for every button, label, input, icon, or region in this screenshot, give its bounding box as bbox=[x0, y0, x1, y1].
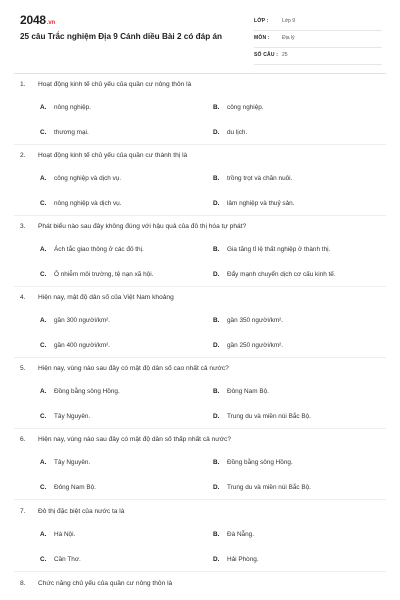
question-divider bbox=[14, 215, 386, 216]
meta-row-grade bbox=[254, 14, 382, 31]
option-text: lâm nghiệp và thuỷ sản. bbox=[227, 200, 295, 207]
option-d[interactable] bbox=[213, 129, 247, 136]
option-text: Trung du và miền núi Bắc Bộ. bbox=[227, 484, 311, 491]
option-text: Đẩy mạnh chuyển dịch cơ cấu kinh tế. bbox=[227, 271, 336, 278]
option-c[interactable] bbox=[40, 271, 153, 278]
option-b[interactable] bbox=[213, 175, 292, 182]
option-a[interactable] bbox=[40, 175, 121, 182]
option-letter: D. bbox=[213, 342, 220, 349]
option-a[interactable] bbox=[40, 104, 91, 111]
option-letter: D. bbox=[213, 484, 220, 491]
option-letter: C. bbox=[40, 484, 47, 491]
option-letter: C. bbox=[40, 129, 47, 136]
option-a[interactable] bbox=[40, 531, 75, 538]
question-stem bbox=[20, 81, 191, 88]
question-text: Đô thị đặc biệt của nước ta là bbox=[38, 508, 125, 515]
option-text: Đồng bằng sông Hồng. bbox=[227, 459, 293, 466]
option-text: nông nghiệp và dịch vụ. bbox=[54, 200, 122, 207]
option-b[interactable] bbox=[213, 459, 293, 466]
option-d[interactable] bbox=[213, 271, 336, 278]
question-stem bbox=[20, 365, 229, 372]
question-text: Phát biểu nào sau đây không đúng với hậu quả của đô thị hóa tự phát? bbox=[38, 223, 247, 230]
option-letter: D. bbox=[213, 413, 220, 420]
option-letter: B. bbox=[213, 388, 220, 395]
meta-value: Lớp 9 bbox=[282, 18, 296, 24]
question-stem bbox=[20, 152, 187, 159]
option-letter: A. bbox=[40, 388, 47, 395]
option-letter: C. bbox=[40, 271, 47, 278]
option-text: Gia tăng tỉ lệ thất nghiệp ở thành thị. bbox=[227, 246, 331, 253]
option-letter: A. bbox=[40, 531, 47, 538]
option-text: Ô nhiễm môi trường, tệ nạn xã hội. bbox=[54, 271, 154, 278]
option-text: gần 250 người/km². bbox=[227, 342, 284, 349]
option-letter: A. bbox=[40, 317, 47, 324]
option-letter: C. bbox=[40, 556, 47, 563]
option-text: công nghiệp. bbox=[227, 104, 264, 111]
option-text: Cần Thơ. bbox=[54, 556, 81, 563]
question-divider bbox=[14, 571, 386, 572]
option-d[interactable] bbox=[213, 342, 283, 349]
question-stem bbox=[20, 580, 172, 587]
question-number: 1. bbox=[20, 81, 26, 88]
option-letter: D. bbox=[213, 271, 220, 278]
logo-suffix: .vn bbox=[46, 20, 55, 26]
meta-row-count bbox=[254, 48, 382, 65]
question-number: 8. bbox=[20, 580, 26, 587]
quiz-meta bbox=[254, 14, 382, 65]
option-letter: C. bbox=[40, 342, 47, 349]
option-text: Đà Nẵng. bbox=[227, 531, 254, 538]
option-text: Đông Nam Bộ. bbox=[227, 388, 269, 395]
option-c[interactable] bbox=[40, 342, 110, 349]
option-text: Đồng bằng sông Hồng. bbox=[54, 388, 120, 395]
meta-key: SỐ CÂU : bbox=[254, 52, 279, 58]
option-d[interactable] bbox=[213, 413, 311, 420]
question-text: Chức năng chủ yếu của quần cư nông thôn là bbox=[38, 580, 173, 587]
meta-row-subject bbox=[254, 31, 382, 48]
option-b[interactable] bbox=[213, 388, 269, 395]
question-divider bbox=[14, 144, 386, 145]
option-c[interactable] bbox=[40, 556, 81, 563]
option-b[interactable] bbox=[213, 531, 254, 538]
option-letter: A. bbox=[40, 175, 47, 182]
question-divider bbox=[14, 286, 386, 287]
option-text: gần 350 người/km². bbox=[227, 317, 284, 324]
option-text: thương mại. bbox=[54, 129, 89, 136]
option-text: gần 400 người/km². bbox=[54, 342, 111, 349]
question-text: Hiện nay, vùng nào sau đây có mật độ dân số cao nhất cả nước? bbox=[38, 365, 229, 372]
question-stem bbox=[20, 436, 231, 443]
question-stem bbox=[20, 294, 174, 301]
question-number: 6. bbox=[20, 436, 26, 443]
option-letter: D. bbox=[213, 200, 220, 207]
option-text: nông nghiệp. bbox=[54, 104, 91, 111]
option-text: công nghiệp và dịch vụ. bbox=[54, 175, 122, 182]
question-divider bbox=[14, 357, 386, 358]
option-a[interactable] bbox=[40, 246, 144, 253]
option-text: Tây Nguyên. bbox=[54, 459, 91, 466]
meta-key: MÔN : bbox=[254, 35, 270, 41]
option-d[interactable] bbox=[213, 200, 295, 207]
question-divider bbox=[14, 428, 386, 429]
option-letter: B. bbox=[213, 175, 220, 182]
option-text: Hải Phòng. bbox=[227, 556, 259, 563]
option-c[interactable] bbox=[40, 484, 96, 491]
option-letter: B. bbox=[213, 246, 220, 253]
option-b[interactable] bbox=[213, 104, 264, 111]
quiz-header bbox=[0, 0, 400, 78]
option-a[interactable] bbox=[40, 388, 120, 395]
option-d[interactable] bbox=[213, 484, 311, 491]
meta-key: LỚP : bbox=[254, 18, 269, 24]
page-title: 25 câu Trắc nghiệm Địa 9 Cánh diều Bài 2 có đáp án bbox=[20, 32, 223, 41]
question-text: Hoạt động kinh tế chủ yếu của quần cư nông thôn là bbox=[38, 81, 192, 88]
option-text: Tây Nguyên. bbox=[54, 413, 91, 420]
option-b[interactable] bbox=[213, 317, 283, 324]
option-letter: B. bbox=[213, 459, 220, 466]
option-letter: B. bbox=[213, 531, 220, 538]
question-text: Hoạt động kinh tế chủ yếu của quần cư thành thị là bbox=[38, 152, 188, 159]
option-a[interactable] bbox=[40, 317, 110, 324]
option-b[interactable] bbox=[213, 246, 330, 253]
option-text: gần 300 người/km². bbox=[54, 317, 111, 324]
question-number: 5. bbox=[20, 365, 26, 372]
option-c[interactable] bbox=[40, 129, 89, 136]
option-letter: A. bbox=[40, 104, 47, 111]
logo-text: 2048 bbox=[20, 13, 46, 27]
meta-value: Địa lý bbox=[282, 35, 295, 41]
option-text: Đông Nam Bộ. bbox=[54, 484, 96, 491]
option-text: trồng trọt và chăn nuôi. bbox=[227, 175, 293, 182]
option-text: du lịch. bbox=[227, 129, 248, 136]
option-c[interactable] bbox=[40, 200, 122, 207]
option-text: Hà Nội. bbox=[54, 531, 76, 538]
question-number: 2. bbox=[20, 152, 26, 159]
question-stem bbox=[20, 223, 246, 230]
option-c[interactable] bbox=[40, 413, 90, 420]
option-letter: D. bbox=[213, 129, 220, 136]
option-letter: A. bbox=[40, 459, 47, 466]
header-divider bbox=[14, 73, 386, 74]
option-letter: C. bbox=[40, 413, 47, 420]
option-d[interactable] bbox=[213, 556, 259, 563]
question-text: Hiện nay, mật độ dân số của Việt Nam khoảng bbox=[38, 294, 174, 301]
option-letter: C. bbox=[40, 200, 47, 207]
question-text: Hiện nay, vùng nào sau đây có mật độ dân số thấp nhất cả nước? bbox=[38, 436, 231, 443]
question-number: 4. bbox=[20, 294, 26, 301]
meta-value: 25 bbox=[282, 52, 288, 58]
option-text: Ách tắc giao thông ở các đô thị. bbox=[54, 246, 144, 253]
question-stem bbox=[20, 508, 124, 515]
option-text: Trung du và miền núi Bắc Bộ. bbox=[227, 413, 311, 420]
question-divider bbox=[14, 499, 386, 500]
option-letter: A. bbox=[40, 246, 47, 253]
option-letter: B. bbox=[213, 317, 220, 324]
option-letter: B. bbox=[213, 104, 220, 111]
option-letter: D. bbox=[213, 556, 220, 563]
site-logo[interactable] bbox=[20, 13, 55, 27]
question-number: 3. bbox=[20, 223, 26, 230]
option-a[interactable] bbox=[40, 459, 90, 466]
question-number: 7. bbox=[20, 508, 26, 515]
